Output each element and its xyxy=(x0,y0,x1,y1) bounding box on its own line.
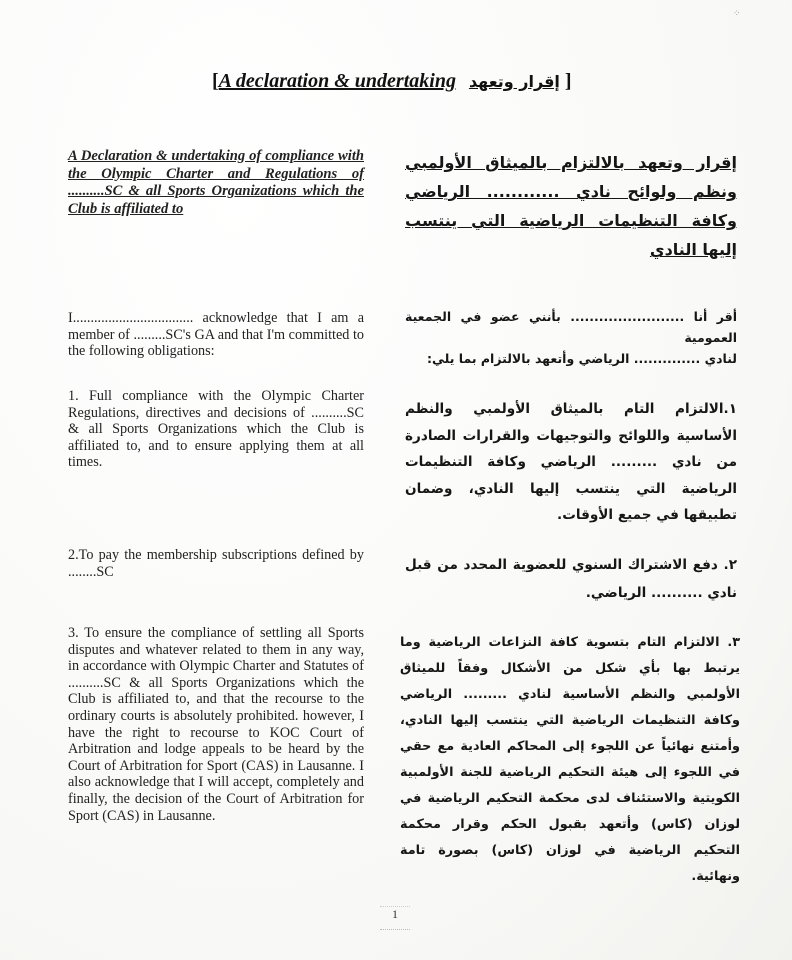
arabic-item-3: ٣. الالتزام التام بتسوية كافة النزاعات الرياضية وما يرتبط بها بأي شكل من الأشكال وفقاً للميثاق الأولمبي والنظم الأساسية لنادي ......... الرياضي وكافة التنظيمات الرياضية التي ينتسب إليها النادي، وأمتنع نهائياً عن اللجوء إلى المحاكم العادية مع حقي في اللجوء إلى هيئة التحكيم الرياضية للجنة الأولمبية الكويتية والاستئناف لدى محكمة التحكيم الرياضية في لوزان (كاس) وأتعهد بقبول الحكم وقرار محكمة التحكيم الرياضية في لوزان (كاس) بصورة تامة ونهائية. xyxy=(400,635,740,884)
arabic-heading: إقرار وتعهد بالالتزام بالميثاق الأولمبي ونظم ولوائح نادي ............ الرياضي وكافة التنظيمات الرياضية التي ينتسب إليها النادي xyxy=(405,153,737,259)
english-item-3: 3. To ensure the compliance of settling all Sports disputes and whatever related to them in any way, in accordance with Olympic Charter and Statutes of ..........SC & all Sports Organizations which the Club is affiliated to, and that the recourse to the ordinary courts is absolutely prohibited. however, I have the right to recourse to KOC Court of Arbitration and lodge appeals to be heard by the Court of Arbitration for Sport (CAS) in Lausanne. I also acknowledge that I will accept, completely and finally, the decision of the Court of Arbitration for Sport (CAS) in Lausanne. xyxy=(68,625,364,824)
arabic-intro xyxy=(405,306,737,369)
title-arabic: إقرار وتعهد xyxy=(468,72,560,91)
arabic-intro-line-2: لنادي .............. الرياضي وأتعهد بالالتزام بما يلي: xyxy=(426,351,737,366)
arabic-intro-line-1: أقر أنا ........................ بأنني عضو في الجمعية العمومية xyxy=(405,309,737,345)
title-open-bracket: [ xyxy=(212,70,219,92)
title-close-bracket: ] xyxy=(564,70,572,92)
arabic-item-1: ١.الالتزام التام بالميثاق الأولمبي والنظم الأساسية واللوائح والتوجيهات والقرارات الصادرة من نادي ......... الرياضي وكافة التنظيمات الرياضية التي ينتسب إليها النادي، وضمان تطبيقها في جميع الأوقات. xyxy=(405,401,737,523)
scan-artifact: ⁘ xyxy=(733,8,741,18)
english-intro: I.................................. acknowledge that I am a member of .........SC's GA and that I'm committed to the following obligations: xyxy=(68,310,364,359)
english-item-1: 1. Full compliance with the Olympic Charter Regulations, directives and decisions of ..........SC & all Sports Organizations which the Club is affiliated to, and to ensure applying them at all times. xyxy=(68,388,364,470)
english-heading: A Declaration & undertaking of compliance with the Olympic Charter and Regulations of ..........SC & all Sports Organizations which the Club is affiliated to xyxy=(68,148,364,217)
document-title xyxy=(212,70,612,93)
page-number: 1 xyxy=(380,906,410,930)
title-english: A declaration & undertaking xyxy=(218,70,456,92)
english-item-2: 2.To pay the membership subscriptions defined by ........SC xyxy=(68,547,364,580)
arabic-item-2: ٢. دفع الاشتراك السنوي للعضوية المحدد من قبل نادي .......... الرياضي. xyxy=(405,557,737,601)
